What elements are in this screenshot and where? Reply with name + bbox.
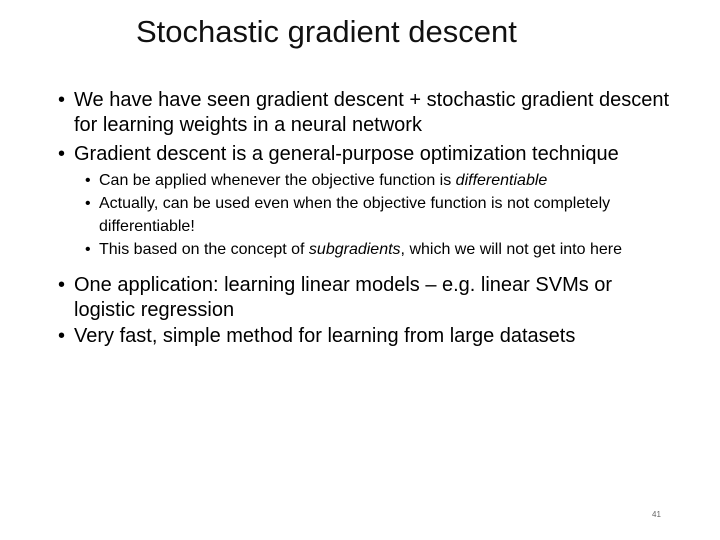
bullet-text: We have have seen gradient descent + stochastic gradient descent for learning weights in a neural network: [74, 89, 670, 136]
bullet-general-purpose: [58, 142, 678, 167]
sub-bullet-not-differentiable: [58, 192, 678, 238]
sub-bullet-differentiable: [58, 169, 678, 192]
bullet-text: Very fast, simple method for learning from large datasets: [74, 325, 576, 347]
bullet-list: [58, 88, 678, 349]
sub-bullet-text: This based on the concept of: [99, 241, 309, 258]
sub-bullet-text: Can be applied whenever the objective function is: [99, 172, 456, 189]
bullet-text: One application: learning linear models – e.g. linear SVMs or logistic regression: [74, 274, 613, 321]
sub-bullet-emphasis: differentiable: [455, 172, 548, 189]
page-number: 41: [652, 510, 661, 519]
slide-title: Stochastic gradient descent: [136, 14, 517, 49]
bullet-text: Gradient descent is a general-purpose optimization technique: [74, 143, 619, 165]
sub-bullet-text: , which we will not get into here: [400, 241, 622, 258]
sub-bullet-list: [58, 169, 678, 261]
bullet-gradient-descent-seen: [58, 88, 678, 138]
sub-bullet-text: Actually, can be used even when the objective function is not completely differentiable!: [99, 195, 611, 235]
sub-bullet-emphasis: subgradients: [308, 241, 401, 258]
bullet-application: [58, 273, 678, 323]
sub-bullet-subgradients: [58, 238, 678, 261]
bullet-fast-method: [58, 324, 678, 349]
